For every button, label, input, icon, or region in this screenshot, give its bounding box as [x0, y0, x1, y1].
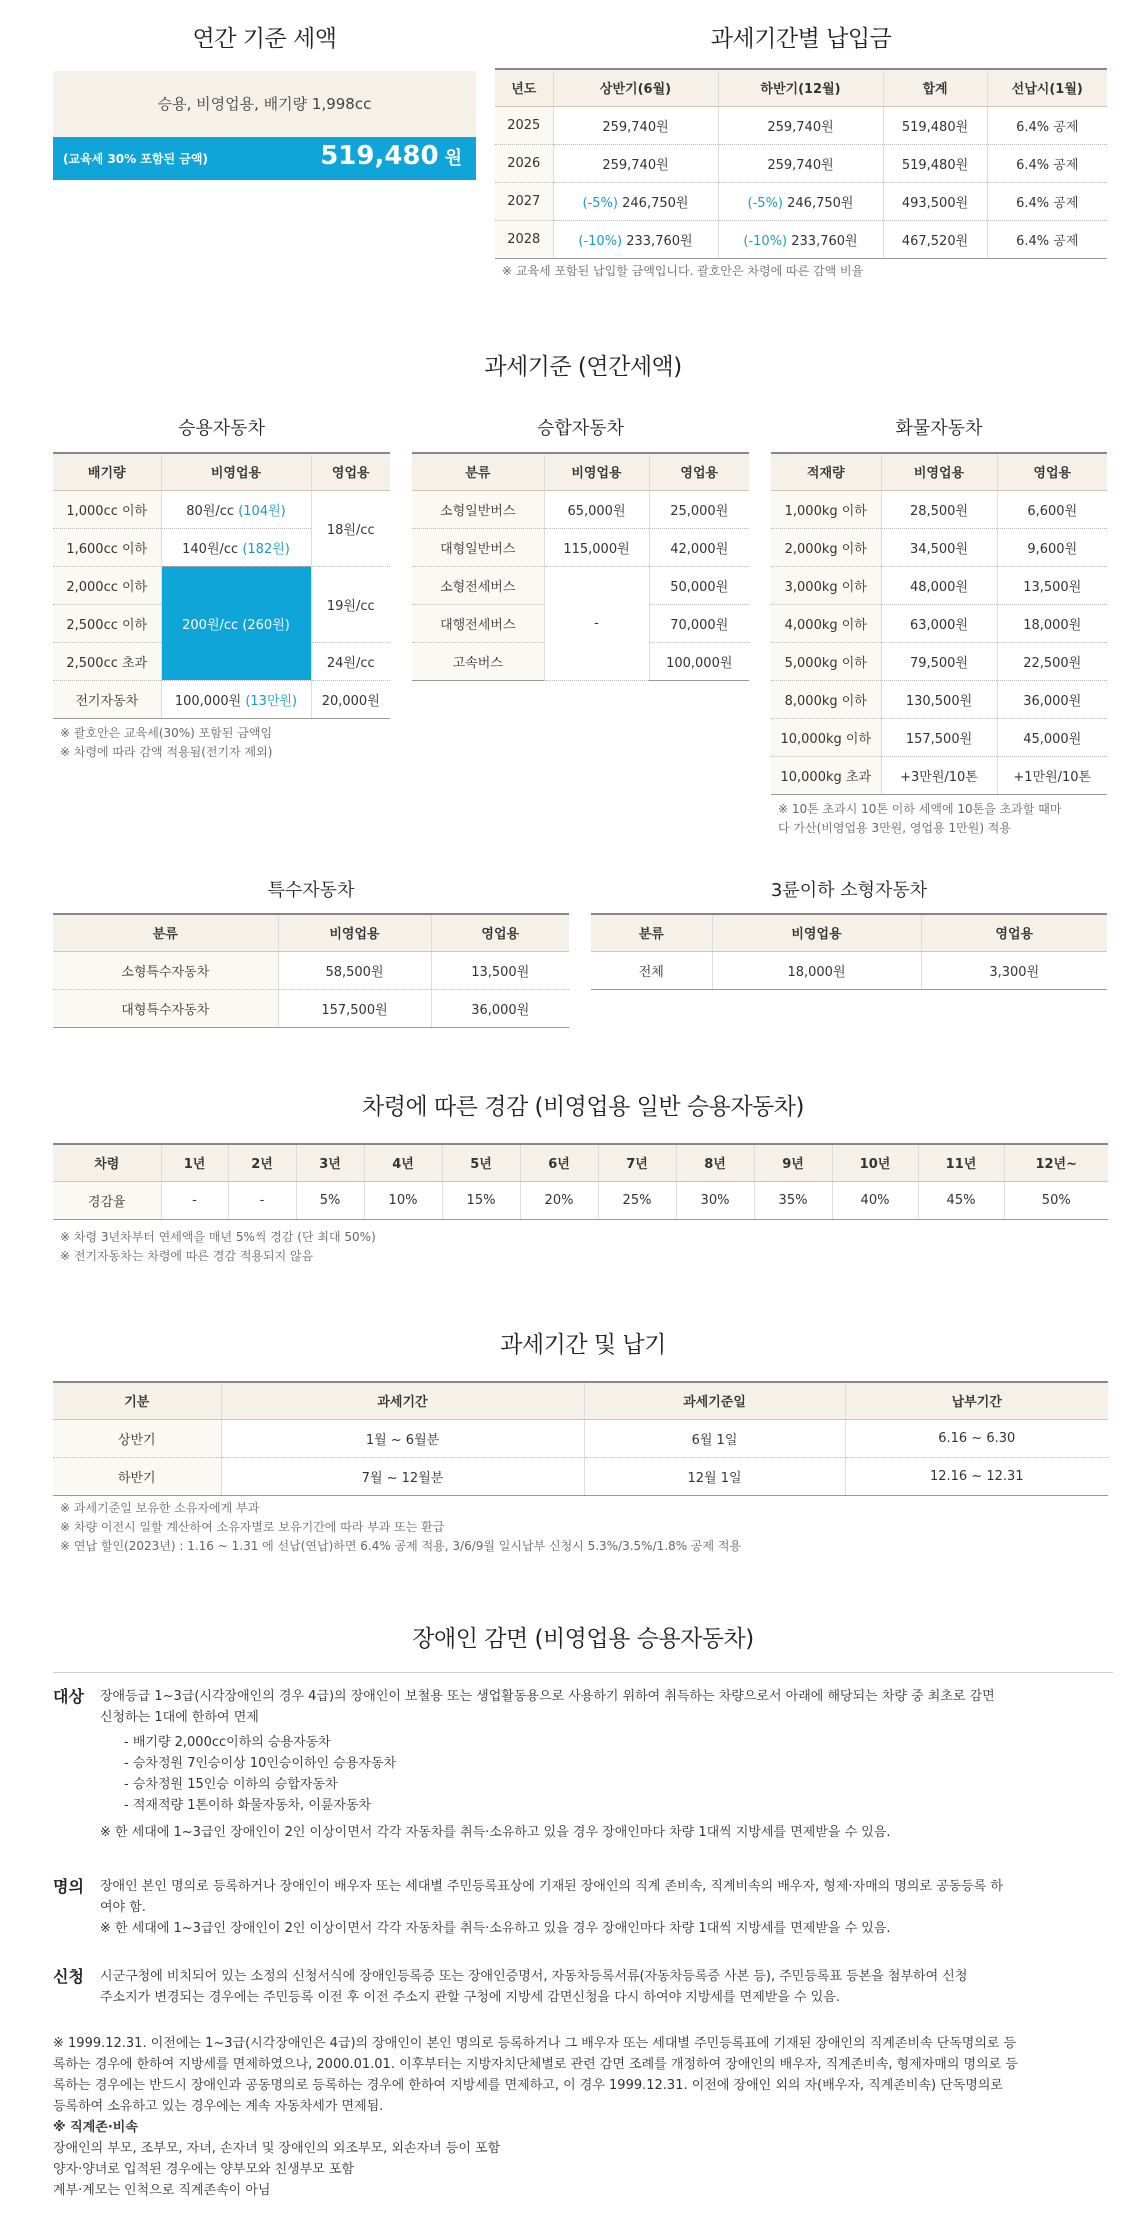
table-cell: 상반기	[53, 1419, 221, 1457]
table-cell: 140원/cc (182원)	[161, 528, 311, 566]
table-cell: 79,500원	[881, 642, 997, 680]
divider	[53, 1672, 1113, 1673]
table-cell: -	[161, 1181, 228, 1219]
passenger-notes: ※ 괄호안은 교육세(30%) 포함된 금액임 ※ 차령에 따라 감액 적용됨(전기자 제외)	[60, 726, 273, 759]
col-header: 영업용	[921, 914, 1107, 951]
table-cell: 259,740원	[718, 144, 883, 182]
table-cell: 63,000원	[881, 604, 997, 642]
truck-title: 화물자동차	[895, 418, 983, 439]
table-cell: 100,000원	[649, 642, 749, 680]
annual-tax-amount-box	[53, 137, 476, 180]
table-cell: 36,000원	[431, 989, 569, 1027]
age-discount-notes: ※ 차령 3년차부터 연세액을 매년 5%씩 경감 (단 최대 50%) ※ 전기자동차는 차령에 따른 경감 적용되지 않음	[60, 1230, 376, 1263]
col-header: 12년~	[1004, 1144, 1108, 1181]
table-row	[771, 642, 1107, 680]
table-cell: 34,500원	[881, 528, 997, 566]
table-cell: 6.4% 공제	[987, 220, 1107, 258]
table-cell: 경감율	[53, 1181, 161, 1219]
tax-base-title: 과세기준 (연간세액)	[484, 354, 682, 380]
table-cell: 6.4% 공제	[987, 182, 1107, 220]
table-cell: 19원/cc	[311, 566, 390, 642]
col-header: 분류	[591, 914, 712, 951]
col-header: 배기량	[53, 453, 161, 490]
col-header: 비영업용	[278, 914, 431, 951]
table-cell: 3,300원	[921, 951, 1107, 989]
small3-title: 3륜이하 소형자동차	[770, 880, 928, 901]
table-cell: 157,500원	[881, 718, 997, 756]
disabled-title: 장애인 감면 (비영업용 승용자동차)	[412, 1626, 754, 1652]
period-payment-note: ※ 교육세 포함된 납입할 금액입니다. 괄호안은 차령에 따른 감액 비율	[502, 264, 864, 278]
target-label: 대상	[53, 1687, 84, 1706]
truck-table	[771, 452, 1107, 795]
table-cell: -	[544, 566, 649, 680]
table-cell: 18원/cc	[311, 490, 390, 566]
table-row	[771, 490, 1107, 528]
table-row	[495, 144, 1107, 182]
disabled-name	[53, 1876, 1113, 1946]
col-header: 비영업용	[161, 453, 311, 490]
van-table	[412, 452, 749, 681]
table-cell: 467,520원	[883, 220, 987, 258]
table-cell: 고속버스	[412, 642, 544, 680]
col-header: 2년	[228, 1144, 296, 1181]
table-cell: 40%	[832, 1181, 918, 1219]
col-header: 과세기간	[221, 1382, 584, 1419]
special-table	[53, 913, 569, 1028]
small3-table	[591, 913, 1107, 990]
table-cell: 115,000원	[544, 528, 649, 566]
apply-body: 시군구청에 비치되어 있는 소정의 신청서식에 장애인등록증 또는 장애인증명서, 자동차등록서류(자동차등록증 사본 등), 주민등록표 등본을 첨부하여 신청 주소지가 변경되는 경우에는 주민등록 이전 후 이전 주소지 관할 구청에 지방세 감면신청을 다시 하여야 지방세를 면제받을 수 있음.	[100, 1969, 968, 2005]
table-cell: 519,480원	[883, 144, 987, 182]
table-cell: 2,000kg 이하	[771, 528, 881, 566]
col-header: 7년	[598, 1144, 676, 1181]
table-cell: 100,000원 (13만원)	[161, 680, 311, 718]
table-cell: 5%	[296, 1181, 364, 1219]
table-cell: 12월 1일	[584, 1457, 845, 1495]
table-cell: 10,000kg 초과	[771, 756, 881, 794]
table-cell: 259,740원	[718, 106, 883, 144]
table-cell: 36,000원	[997, 680, 1107, 718]
passenger-title: 승용자동차	[178, 418, 265, 439]
tax-period-table	[53, 1381, 1108, 1496]
col-header: 납부기간	[845, 1382, 1108, 1419]
table-row	[771, 528, 1107, 566]
table-row	[771, 756, 1107, 794]
table-cell: 24원/cc	[311, 642, 390, 680]
table-cell: +1만원/10톤	[997, 756, 1107, 794]
highlight-cell: 200원/cc (260원)	[161, 566, 311, 680]
table-cell: 259,740원	[553, 106, 718, 144]
col-header: 선납시(1월)	[987, 69, 1107, 106]
table-cell: 10,000kg 이하	[771, 718, 881, 756]
truck-notes: ※ 10톤 초과시 10톤 이하 세액에 10톤을 초과할 때마 다 가산(비영업용 3만원, 영업용 1만원) 적용	[778, 802, 1062, 835]
table-cell: 130,500원	[881, 680, 997, 718]
table-row	[771, 718, 1107, 756]
table-cell: 493,500원	[883, 182, 987, 220]
table-cell: 18,000원	[712, 951, 921, 989]
table-cell: 2,500cc 초과	[53, 642, 161, 680]
table-cell: 259,740원	[553, 144, 718, 182]
col-header: 1년	[161, 1144, 228, 1181]
annual-tax-caption: (교육세 30% 포함된 금액)	[63, 152, 208, 166]
kin-title: ※ 직계존·비속	[53, 2120, 138, 2135]
col-header: 5년	[442, 1144, 520, 1181]
col-header: 6년	[520, 1144, 598, 1181]
table-cell: 2026	[495, 144, 553, 182]
passenger-table	[53, 452, 390, 719]
table-cell: 6.4% 공제	[987, 144, 1107, 182]
table-cell: 대형일반버스	[412, 528, 544, 566]
col-header: 10년	[832, 1144, 918, 1181]
table-cell: 45,000원	[997, 718, 1107, 756]
col-header: 합계	[883, 69, 987, 106]
target-list	[100, 1732, 1113, 1816]
col-header: 분류	[412, 453, 544, 490]
table-row	[771, 680, 1107, 718]
col-header: 상반기(6월)	[553, 69, 718, 106]
col-header: 비영업용	[881, 453, 997, 490]
table-cell: 50,000원	[649, 566, 749, 604]
table-cell: 1월 ~ 6월분	[221, 1419, 584, 1457]
col-header: 하반기(12월)	[718, 69, 883, 106]
disabled-target	[53, 1686, 1113, 1856]
table-cell: 80원/cc (104원)	[161, 490, 311, 528]
table-cell: 58,500원	[278, 951, 431, 989]
table-cell: 소형전세버스	[412, 566, 544, 604]
special-title: 특수자동차	[267, 880, 355, 901]
table-cell: 6,600원	[997, 490, 1107, 528]
table-cell: 소형특수자동차	[53, 951, 278, 989]
col-header: 영업용	[649, 453, 749, 490]
table-cell: 48,000원	[881, 566, 997, 604]
col-header: 11년	[918, 1144, 1004, 1181]
table-cell: -	[228, 1181, 296, 1219]
table-cell: (-5%) 246,750원	[718, 182, 883, 220]
table-cell: 13,500원	[997, 566, 1107, 604]
col-header: 비영업용	[712, 914, 921, 951]
table-row	[495, 182, 1107, 220]
name-label: 명의	[53, 1877, 84, 1896]
table-cell: 8,000kg 이하	[771, 680, 881, 718]
col-header: 4년	[364, 1144, 442, 1181]
table-cell: 20%	[520, 1181, 598, 1219]
table-cell: 전체	[591, 951, 712, 989]
table-cell: 전기자동차	[53, 680, 161, 718]
col-header: 9년	[754, 1144, 832, 1181]
col-header: 3년	[296, 1144, 364, 1181]
table-cell: 70,000원	[649, 604, 749, 642]
table-cell: 519,480원	[883, 106, 987, 144]
table-cell: 9,600원	[997, 528, 1107, 566]
table-cell: 2028	[495, 220, 553, 258]
apply-label: 신청	[53, 1967, 84, 1986]
table-cell: 15%	[442, 1181, 520, 1219]
period-payment-table	[495, 68, 1107, 259]
name-body: 장애인 본인 명의로 등록하거나 장애인이 배우자 또는 세대별 주민등록표상에 기재된 장애인의 직계 존비속, 직계비속의 배우자, 형제·자매의 명의로 공동등록 하 여야 함. ※ 한 세대에 1~3급인 장애인이 2인 이상이면서 각각 자동차를 취득·소유하고 있을 경우 장애인마다 차량 1대씩 지방세를 면제받을 수 있음.	[100, 1879, 1004, 1936]
table-cell: 6월 1일	[584, 1419, 845, 1457]
target-body: 장애등급 1~3급(시각장애인의 경우 4급)의 장애인이 보철용 또는 생업활동용으로 사용하기 위하여 취득하는 차량으로서 아래에 해당되는 차량 중 최초로 감면 신청하는 1대에 한하여 면제 - 배기량 2,000cc이하의 승용자동차 - 승차정원 7인승이상 10인승이하인 승용자동차 - 승차정원 15인승 이하의 승합자동차 - 적재적량 1톤이하 화물자동차, 이륜자동차 ※ 한 세대에 1~3급인 장애인이 2인 이상이면서 각각 자동차를 취득·소유하고 있을 경우 장애인마다 차량 1대씩 지방세를 면제받을 수 있음.	[100, 1686, 1113, 1843]
annual-tax-title: 연간 기준 세액	[192, 26, 337, 52]
table-cell: 2,000cc 이하	[53, 566, 161, 604]
list-item: - 승차정원 15인승 이하의 승합자동차	[124, 1777, 338, 1792]
table-row	[771, 566, 1107, 604]
disabled-footer: ※ 1999.12.31. 이전에는 1~3급(시각장애인은 4급)의 장애인이 본인 명의로 등록하거나 그 배우자 또는 세대별 주민등록표에 기재된 장애인의 직계존비속 단독명의로 등 록하는 경우에 한하여 지방세를 면제하였으나, 2000.01.01. 이후부터는 지방자치단체별로 관련 감면 조례를 개정하여 장애인의 배우자, 직계존비속, 형제자매의 명의로 등 록하는 경우에는 반드시 장애인과 공동명의로 등록하는 경우에 한하여 지방세를 면제하고, 이 경우 1999.12.31. 이전에 장애인 외의 자(배우자, 직계존비속) 단독명의로 등록하여 소유하고 있는 경우에는 계속 자동차세가 면제됨. ※ 직계존·비속 장애인의 부모, 조부모, 자녀, 손자녀 및 장애인의 외조부모, 외손자녀 등이 포함 양자·양녀로 입적된 경우에는 양부모와 친생부모 포함 계부·계모는 인척으로 직계존속이 아님	[53, 2033, 1113, 2213]
table-cell: 65,000원	[544, 490, 649, 528]
tax-period-title: 과세기간 및 납기	[500, 1332, 666, 1358]
table-cell: 5,000kg 이하	[771, 642, 881, 680]
table-cell: (-5%) 246,750원	[553, 182, 718, 220]
list-item: - 배기량 2,000cc이하의 승용자동차	[124, 1735, 331, 1750]
table-cell: 25%	[598, 1181, 676, 1219]
period-payment-title: 과세기간별 납입금	[710, 26, 892, 52]
table-cell: 25,000원	[649, 490, 749, 528]
table-cell: 7월 ~ 12월분	[221, 1457, 584, 1495]
list-item: - 적재적량 1톤이하 화물자동차, 이륜자동차	[124, 1798, 372, 1813]
col-header: 기분	[53, 1382, 221, 1419]
table-cell: 소형일반버스	[412, 490, 544, 528]
col-header: 분류	[53, 914, 278, 951]
age-discount-table	[53, 1143, 1108, 1220]
table-cell: 대형특수자동차	[53, 989, 278, 1027]
age-discount-title: 차령에 따른 경감 (비영업용 일반 승용자동차)	[362, 1094, 804, 1120]
table-cell: 1,600cc 이하	[53, 528, 161, 566]
col-header: 년도	[495, 69, 553, 106]
col-header: 영업용	[997, 453, 1107, 490]
table-cell: 18,000원	[997, 604, 1107, 642]
table-cell: (-10%) 233,760원	[718, 220, 883, 258]
table-cell: 1,000kg 이하	[771, 490, 881, 528]
annual-tax-amount: 519,480 원	[320, 141, 462, 171]
col-header: 영업용	[431, 914, 569, 951]
table-cell: 하반기	[53, 1457, 221, 1495]
table-cell: 6.16 ~ 6.30	[845, 1419, 1108, 1457]
tax-period-notes: ※ 과세기준일 보유한 소유자에게 부과 ※ 차량 이전시 일할 계산하여 소유자별로 보유기간에 따라 부과 또는 환급 ※ 연납 할인(2023년) : 1.16 ~ 1.31 에 선납(연납)하면 6.4% 공제 적용, 3/6/9월 일시납부 신청시 5.3%/3.5%/1.8% 공제 적용	[60, 1501, 742, 1553]
table-cell: 42,000원	[649, 528, 749, 566]
table-cell: 12.16 ~ 12.31	[845, 1457, 1108, 1495]
table-cell: 1,000cc 이하	[53, 490, 161, 528]
list-item: - 승차정원 7인승이상 10인승이하인 승용자동차	[124, 1756, 397, 1771]
table-cell: 2027	[495, 182, 553, 220]
col-header: 영업용	[311, 453, 390, 490]
table-cell: +3만원/10톤	[881, 756, 997, 794]
table-row	[495, 106, 1107, 144]
table-cell: 22,500원	[997, 642, 1107, 680]
col-header: 차령	[53, 1144, 161, 1181]
table-cell: 2025	[495, 106, 553, 144]
table-row	[495, 220, 1107, 258]
col-header: 8년	[676, 1144, 754, 1181]
table-cell: 30%	[676, 1181, 754, 1219]
col-header: 적재량	[771, 453, 881, 490]
table-cell: 대행전세버스	[412, 604, 544, 642]
table-cell: 45%	[918, 1181, 1004, 1219]
disabled-apply	[53, 1966, 1113, 2016]
table-row	[771, 604, 1107, 642]
table-cell: 3,000kg 이하	[771, 566, 881, 604]
table-cell: 4,000kg 이하	[771, 604, 881, 642]
table-cell: 20,000원	[311, 680, 390, 718]
col-header: 과세기준일	[584, 1382, 845, 1419]
table-cell: 13,500원	[431, 951, 569, 989]
table-cell: (-10%) 233,760원	[553, 220, 718, 258]
annual-tax-spec: 승용, 비영업용, 배기량 1,998cc	[53, 71, 476, 137]
van-title: 승합자동차	[537, 418, 624, 439]
table-cell: 2,500cc 이하	[53, 604, 161, 642]
table-cell: 50%	[1004, 1181, 1108, 1219]
table-cell: 28,500원	[881, 490, 997, 528]
col-header: 비영업용	[544, 453, 649, 490]
table-cell: 6.4% 공제	[987, 106, 1107, 144]
table-cell: 10%	[364, 1181, 442, 1219]
table-cell: 35%	[754, 1181, 832, 1219]
table-cell: 157,500원	[278, 989, 431, 1027]
